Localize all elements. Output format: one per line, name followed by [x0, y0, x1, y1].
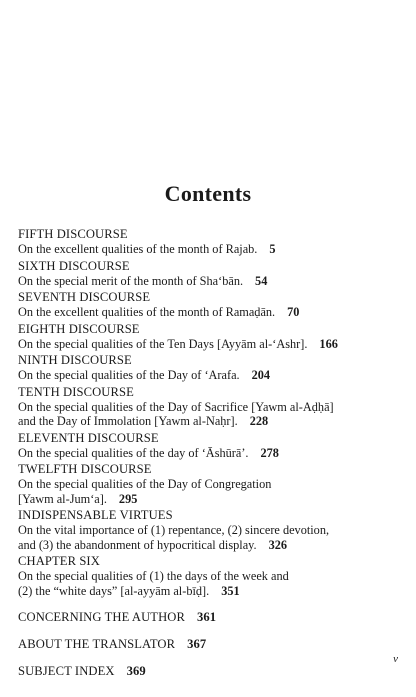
toc-description-line: On the vital importance of (1) repentance, (2) sincere devotion, — [18, 523, 330, 537]
toc-heading: TWELFTH DISCOURSE — [18, 462, 152, 476]
toc-page-number: 367 — [187, 637, 207, 651]
toc-description-line: (2) the “white days” [al-ayyām al-bīḍ]. — [18, 583, 210, 598]
toc-entry — [18, 227, 398, 257]
toc-heading-text: SUBJECT INDEX — [18, 664, 115, 678]
table-of-contents — [18, 227, 398, 681]
toc-page-number: 166 — [319, 336, 338, 351]
toc-heading-text: CONCERNING THE AUTHOR — [18, 610, 185, 624]
toc-heading: EIGHTH DISCOURSE — [18, 321, 140, 336]
toc-page-number: 326 — [268, 537, 288, 552]
toc-entry — [18, 462, 398, 506]
toc-heading: SEVENTH DISCOURSE — [18, 290, 151, 304]
toc-description — [18, 337, 398, 352]
toc-heading-text: ABOUT THE TRANSLATOR — [18, 637, 176, 651]
toc-description-line: On the special qualities of the Ten Days [Ayyām al-‘Ashr]. — [18, 336, 308, 351]
toc-description-line: On the special qualities of the Day of ‘Arafa. — [18, 368, 240, 382]
toc-description — [18, 446, 398, 461]
toc-page-number: 228 — [249, 414, 269, 428]
toc-description-line: On the excellent qualities of the month of Ramaḍān. — [18, 305, 276, 319]
toc-description-line: [Yawm al-Jum‘a]. — [18, 491, 107, 506]
toc-description-line: On the special qualities of the Day of Congregation — [18, 477, 272, 491]
page-folio: v — [393, 653, 398, 665]
toc-entry — [18, 259, 398, 289]
toc-entry — [18, 431, 398, 461]
toc-heading: INDISPENSABLE VIRTUES — [18, 508, 173, 522]
toc-page-number: 351 — [221, 583, 240, 598]
toc-page-number: 54 — [255, 273, 268, 288]
toc-entry — [18, 290, 398, 320]
toc-page-number: 361 — [197, 610, 217, 624]
toc-page-number: 295 — [118, 491, 138, 506]
toc-description — [18, 242, 398, 257]
toc-heading: FIFTH DISCOURSE — [18, 227, 128, 241]
toc-page-number: 70 — [287, 305, 300, 319]
toc-page-number: 278 — [260, 445, 279, 460]
toc-description — [18, 414, 398, 429]
page-title: Contents — [164, 181, 252, 206]
toc-heading: CHAPTER SIX — [18, 554, 100, 568]
toc-description — [18, 305, 398, 320]
toc-entry — [18, 610, 398, 625]
toc-entry — [18, 385, 398, 429]
toc-description — [18, 538, 398, 553]
toc-description-line: On the special qualities of (1) the days of the week and — [18, 569, 289, 583]
toc-heading: ELEVENTH DISCOURSE — [18, 430, 159, 445]
toc-heading — [18, 637, 398, 652]
toc-entry — [18, 554, 398, 598]
toc-description-line: On the special qualities of the Day of Sacrifice [Yawm al-Aḍḥā] — [18, 399, 334, 414]
toc-entry — [18, 637, 398, 652]
toc-entry — [18, 664, 398, 679]
toc-entry — [18, 508, 398, 552]
toc-description-line: On the special merit of the month of Sha‘bān. — [18, 273, 244, 288]
toc-description — [18, 492, 398, 507]
toc-heading: TENTH DISCOURSE — [18, 384, 134, 399]
toc-description-line: On the special qualities of the day of ‘Āshūrā’. — [18, 445, 249, 460]
toc-entry — [18, 322, 398, 352]
toc-description-line: and (3) the abandonment of hypocritical display. — [18, 537, 257, 552]
toc-heading: SIXTH DISCOURSE — [18, 258, 130, 273]
toc-description — [18, 368, 398, 383]
toc-entry — [18, 353, 398, 383]
toc-description — [18, 584, 398, 599]
toc-heading — [18, 664, 398, 679]
toc-description — [18, 274, 398, 289]
toc-page-number: 5 — [269, 242, 276, 256]
toc-page-number: 204 — [251, 368, 271, 382]
toc-heading: NINTH DISCOURSE — [18, 353, 132, 367]
toc-heading — [18, 610, 398, 625]
toc-description-line: On the excellent qualities of the month of Rajab. — [18, 242, 258, 256]
toc-page-number: 369 — [126, 664, 146, 678]
toc-description-line: and the Day of Immolation [Yawm al-Naḥr]. — [18, 414, 238, 428]
